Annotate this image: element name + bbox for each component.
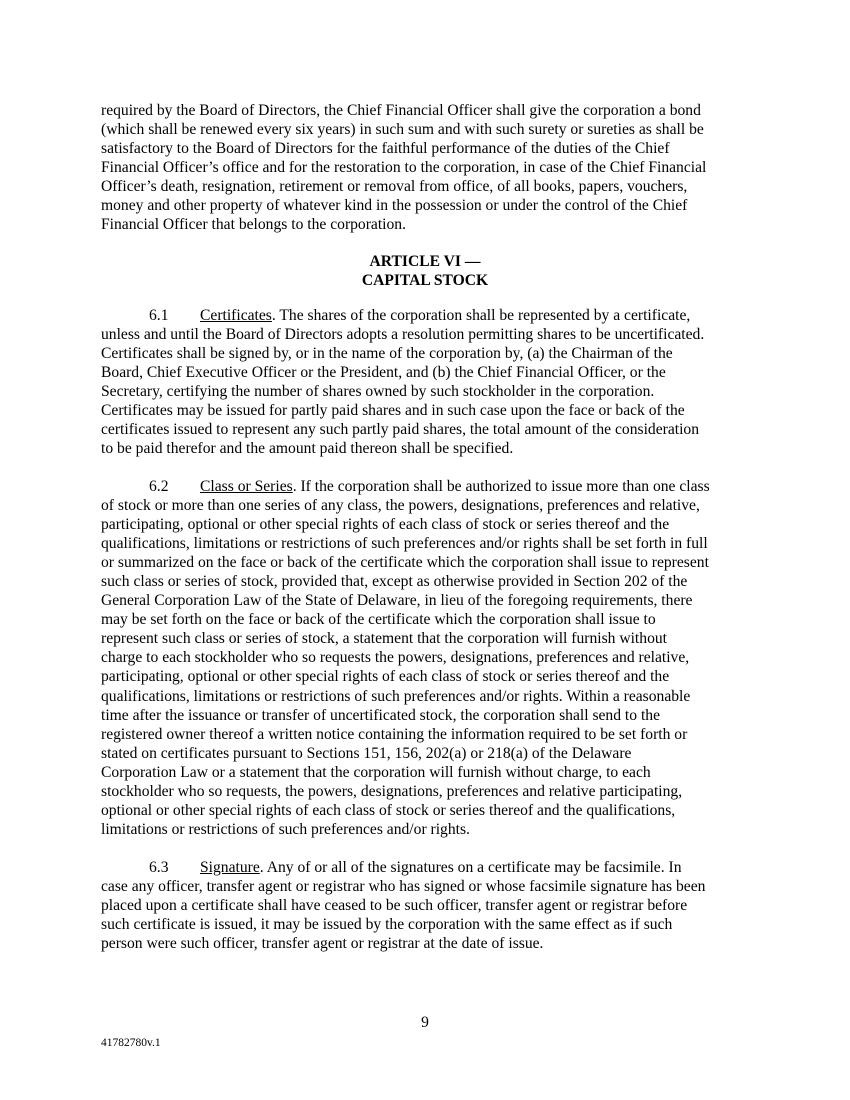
text-line: placed upon a certificate shall have ceased to be such officer, transfer agent or registrar before: [101, 897, 688, 915]
section-6-3: [101, 858, 753, 953]
article-heading-line2: CAPITAL STOCK: [361, 272, 489, 289]
text-line: . The shares of the corporation shall be represented by a certificate,: [271, 307, 691, 324]
section-6-1: [101, 306, 753, 458]
text-line: satisfactory to the Board of Directors for the faithful performance of the duties of the Chief: [101, 140, 670, 158]
text-line: optional or other special rights of each class of stock or series thereof and the qualifications,: [101, 801, 676, 819]
text-line: of stock or more than one series of any class, the powers, designations, preferences and relative,: [101, 497, 700, 515]
section-caption: Class or Series: [200, 478, 293, 495]
text-line: Corporation Law or a statement that the corporation will furnish without charge, to each: [101, 763, 651, 781]
text-line: required by the Board of Directors, the Chief Financial Officer shall give the corporation a bond: [101, 102, 701, 119]
text-line: . Any of or all of the signatures on a certificate may be facsimile. In: [259, 859, 682, 876]
text-line: General Corporation Law of the State of Delaware, in lieu of the foregoing requirements, there: [101, 592, 693, 610]
text-line: such certificate is issued, it may be issued by the corporation with the same effect as if such: [101, 916, 673, 934]
document-id: 41782780v.1: [101, 1037, 161, 1049]
text-line: limitations or restrictions of such preferences and/or rights.: [101, 820, 470, 838]
text-line: participating, optional or other special rights of each class of stock or series thereof and the: [101, 668, 670, 686]
text-line: Financial Officer’s office and for the restoration to the corporation, in case of the Chief Financial: [101, 159, 707, 177]
text-line: certificates issued to represent any such partly paid shares, the total amount of the consideration: [101, 421, 699, 439]
text-line: Board, Chief Executive Officer or the President, and (b) the Chief Financial Officer, or the: [101, 364, 666, 382]
text-line: qualifications, limitations or restrictions of such preferences and/or rights shall be set forth in full: [101, 535, 708, 553]
text-line: participating, optional or other special rights of each class of stock or series thereof and the: [101, 516, 670, 534]
section-number: 6.3: [149, 859, 169, 876]
text-line: stockholder who so requests, the powers, designations, preferences and relative participating,: [101, 782, 683, 800]
section-first-line: [101, 477, 753, 496]
text-line: . If the corporation shall be authorized to issue more than one class: [292, 478, 710, 495]
text-line: or summarized on the face or back of the certificate which the corporation shall issue to represent: [101, 554, 709, 572]
text-line: Financial Officer that belongs to the corporation.: [101, 216, 406, 234]
text-line: money and other property of whatever kind in the possession or under the control of the Chief: [101, 197, 688, 215]
text-line: Officer’s death, resignation, retirement or removal from office, of all books, papers, vouchers,: [101, 178, 688, 196]
section-caption: Signature: [200, 859, 260, 876]
section-caption: Certificates: [200, 307, 272, 324]
text-line: time after the issuance or transfer of uncertificated stock, the corporation shall send to the: [101, 706, 660, 724]
text-line: represent such class or series of stock, a statement that the corporation will furnish without: [101, 630, 667, 648]
text-line: Certificates shall be signed by, or in the name of the corporation by, (a) the Chairman of the: [101, 345, 673, 363]
text-line: charge to each stockholder who so requests the powers, designations, preferences and relative,: [101, 649, 690, 667]
text-line: unless and until the Board of Directors adopts a resolution permitting shares to be uncertificated.: [101, 326, 705, 344]
text-line: Certificates may be issued for partly paid shares and in such case upon the face or back of the: [101, 402, 685, 420]
text-line: person were such officer, transfer agent or registrar at the date of issue.: [101, 935, 544, 953]
text-line: to be paid therefor and the amount paid thereon shall be specified.: [101, 440, 514, 458]
section-number: 6.2: [149, 478, 169, 495]
text-line: qualifications, limitations or restrictions of such preferences and/or rights. Within a reasonable: [101, 687, 691, 705]
page-number: 9: [421, 1014, 429, 1031]
text-line: Secretary, certifying the number of shares owned by such stockholder in the corporation.: [101, 383, 655, 401]
text-line: may be set forth on the face or back of the certificate which the corporation shall issue to: [101, 611, 656, 629]
section-6-2: [101, 477, 753, 839]
section-first-line: [101, 858, 753, 877]
text-line: case any officer, transfer agent or registrar who has signed or whose facsimile signature has been: [101, 878, 706, 896]
intro-paragraph: [101, 101, 753, 234]
text-line: stated on certificates pursuant to Sections 151, 156, 202(a) or 218(a) of the Delaware: [101, 744, 632, 762]
text-line: (which shall be renewed every six years) in such sum and with such surety or sureties as shall be: [101, 121, 704, 139]
text-line: such class or series of stock, provided that, except as otherwise provided in Section 202 of the: [101, 573, 688, 591]
article-heading-line1: ARTICLE VI —: [369, 253, 481, 270]
section-number: 6.1: [149, 307, 169, 324]
section-first-line: [101, 306, 753, 325]
text-line: registered owner thereof a written notice containing the information required to be set forth or: [101, 725, 688, 743]
